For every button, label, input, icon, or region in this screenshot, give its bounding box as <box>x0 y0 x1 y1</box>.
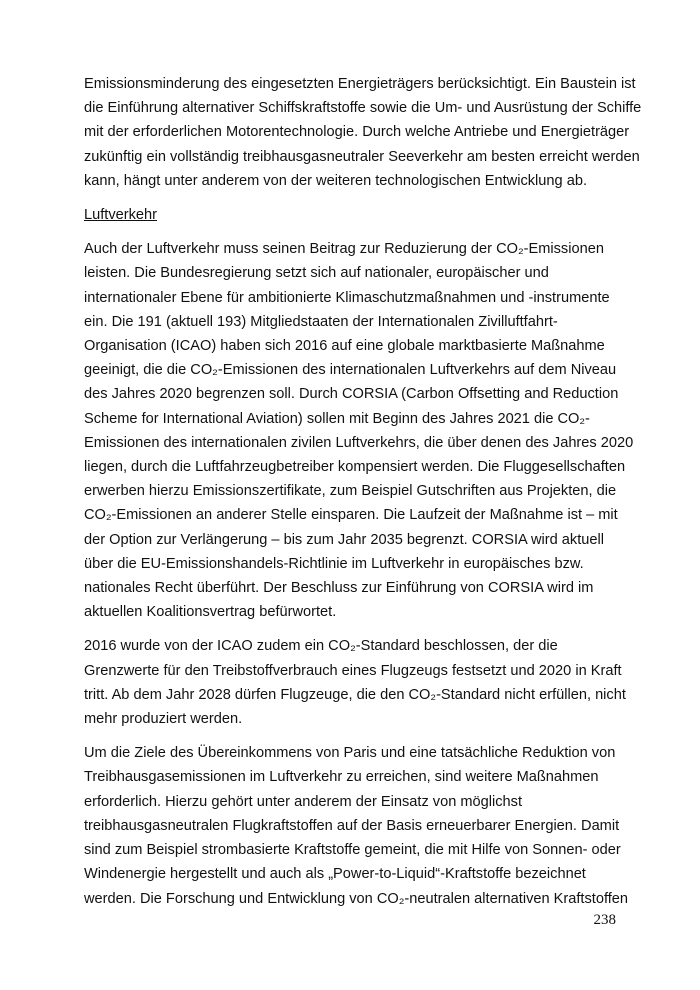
text-line: tritt. Ab dem Jahr 2028 dürfen Flugzeuge, die den CO₂-Standard nicht erfüllen, nicht <box>84 686 626 703</box>
text-line: die Einführung alternativer Schiffskraftstoffe sowie die Um- und Ausrüstung der Schiffe <box>84 100 642 117</box>
paragraph-co2-standard <box>84 634 624 731</box>
text-line: sind zum Beispiel strombasierte Kraftstoffe gemeint, die mit Hilfe von Sonnen- oder <box>84 842 621 859</box>
text-line: aktuellen Koalitionsvertrag befürwortet. <box>84 604 337 621</box>
text-line: zukünftig ein vollständig treibhausgasneutraler Seeverkehr am besten erreicht werden <box>84 148 640 165</box>
page-number: 238 <box>593 912 616 928</box>
text-line: des Jahres 2020 begrenzen soll. Durch CORSIA (Carbon Offsetting and Reduction <box>84 386 619 403</box>
paragraph-luftverkehr-corsia <box>84 237 634 624</box>
text-line: 2016 wurde von der ICAO zudem ein CO₂-Standard beschlossen, der die <box>84 638 558 655</box>
text-line: erforderlich. Hierzu gehört unter anderem der Einsatz von möglichst <box>84 793 523 810</box>
text-line: werden. Die Forschung und Entwicklung von CO₂-neutralen alternativen Kraftstoffen <box>84 890 629 907</box>
text-line: erwerben hierzu Emissionszertifikate, zum Beispiel Gutschriften aus Projekten, die <box>84 483 617 500</box>
text-line: nationales Recht überführt. Der Beschluss zur Einführung von CORSIA wird im <box>84 580 594 597</box>
text-line: kann, hängt unter anderem von der weiteren technologischen Entwicklung ab. <box>84 172 587 189</box>
text-line: der Option zur Verlängerung – bis zum Jahr 2035 begrenzt. CORSIA wird aktuell <box>84 531 604 548</box>
section-heading-luftverkehr: Luftverkehr <box>84 207 158 224</box>
text-line: Grenzwerte für den Treibstoffverbrauch eines Flugzeugs festsetzt und 2020 in Kraft <box>84 662 622 679</box>
text-line: ein. Die 191 (aktuell 193) Mitgliedstaaten der Internationalen Zivilluftfahrt- <box>84 313 558 330</box>
text-line: Emissionsminderung des eingesetzten Energieträgers berücksichtigt. Ein Baustein ist <box>84 76 636 92</box>
text-line: Um die Ziele des Übereinkommens von Paris und eine tatsächliche Reduktion von <box>84 745 616 762</box>
text-line: internationaler Ebene für ambitionierte Klimaschutzmaßnahmen und -instrumente <box>84 289 610 306</box>
text-line: Auch der Luftverkehr muss seinen Beitrag zur Reduzierung der CO₂-Emissionen <box>84 241 604 258</box>
text-line: Organisation (ICAO) haben sich 2016 auf eine globale marktbasierte Maßnahme <box>84 338 605 355</box>
text-line: über die EU-Emissionshandels-Richtlinie im Luftverkehr in europäisches bzw. <box>84 555 584 572</box>
text-line: treibhausgasneutralen Flugkraftstoffen auf der Basis erneuerbarer Energien. Damit <box>84 817 620 834</box>
text-line: mehr produziert werden. <box>84 711 243 728</box>
document-page <box>84 72 642 921</box>
text-line: CO₂-Emissionen an anderer Stelle einsparen. Die Laufzeit der Maßnahme ist – mit <box>84 507 618 524</box>
paragraph-seeverkehr <box>84 72 642 193</box>
text-line: leisten. Die Bundesregierung setzt sich auf nationaler, europäischer und <box>84 265 549 282</box>
text-line: liegen, durch die Luftfahrzeugbetreiber kompensiert werden. Die Fluggesellschaften <box>84 459 626 476</box>
text-line: Windenergie hergestellt und auch als „Power-to-Liquid“-Kraftstoffe bezeichnet <box>84 866 586 883</box>
text-line: mit der erforderlichen Motorentechnologie. Durch welche Antriebe und Energieträger <box>84 124 630 141</box>
paragraph-paris-ziele <box>84 741 629 910</box>
text-line: Treibhausgasemissionen im Luftverkehr zu erreichen, sind weitere Maßnahmen <box>84 769 599 786</box>
text-line: geeinigt, die die CO₂-Emissionen des internationalen Luftverkehrs auf dem Niveau <box>84 362 617 379</box>
text-line: Scheme for International Aviation) sollen mit Beginn des Jahres 2021 die CO₂- <box>84 410 590 427</box>
text-line: Emissionen des internationalen zivilen Luftverkehrs, die über denen des Jahres 2020 <box>84 434 634 451</box>
